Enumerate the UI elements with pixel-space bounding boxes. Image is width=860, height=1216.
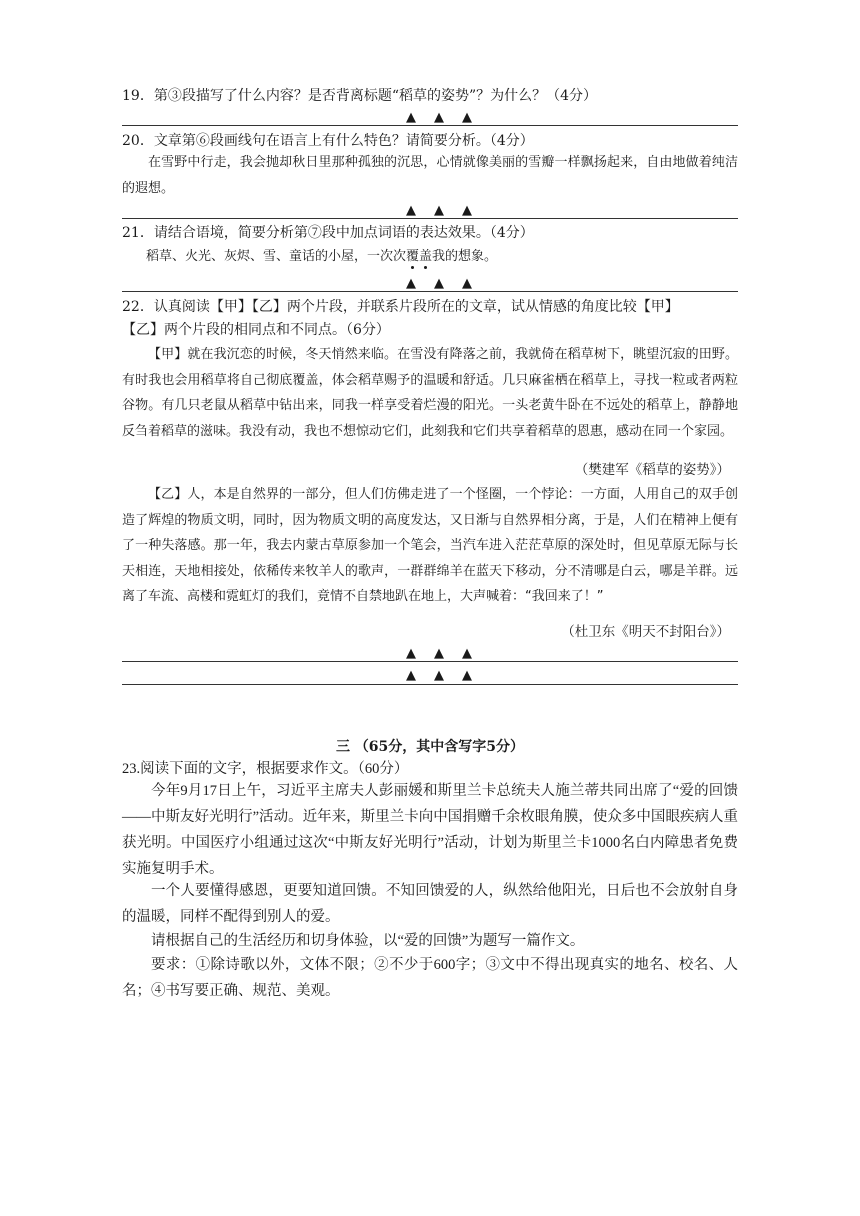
answer-line [122,661,738,662]
answer-marks: ▲▲▲ [406,668,490,683]
answer-line [122,684,738,685]
question-22-line2: 【乙】两个片段的相同点和不同点。（6分） [122,322,390,338]
question-22-line1: 22．认真阅读【甲】【乙】两个片段，并联系片段所在的文章，试从情感的角度比较【甲】 [122,299,679,315]
question-21-quote [146,247,497,267]
question-21: 21．请结合语境，简要分析第⑦段中加点词语的表达效果。（4分） [122,225,534,241]
passage-yi: 【乙】人，本是自然界的一部分，但人们仿佛走进了一个怪圈，一个悖论：一方面，人用自己的双手创造了辉煌的物质文明，同时，因为物质文明的高度发达，又日渐与自然界相分离，于是，人们在精神上便有了一种失落感。那一年，我去内蒙古草原参加一个笔会，当汽车进入茫茫草原的深处时，但见草原无际与长天相连，天地相接处，依稀传来牧羊人的歌声，一群群绵羊在蓝天下移动，分不清哪是白云，哪是羊群。远离了车流、高楼和霓虹灯的我们，竟情不自禁地趴在地上，大声喊着：“我回来了！” [122,487,738,604]
quote-text: 稻草、火光、灰烬、雪、童话的小屋，一次次 [146,249,407,264]
essay-paragraph-1: 今年9月17日上午，习近平主席夫人彭丽媛和斯里兰卡总统夫人施兰蒂共同出席了“爱的回馈——中斯友好光明行”活动。近年来，斯里兰卡向中国捐赠千余枚眼角膜，使众多中国眼疾病人重获光明。中国医疗小组通过这次“中斯友好光明行”活动，计划为斯里兰卡1000名白内障患者免费实施复明手术。 [122,783,738,877]
essay-paragraph-3: 请根据自己的生活经历和切身体验，以“爱的回馈”为题写一篇作文。 [151,933,585,949]
answer-line [122,125,738,126]
question-19: 19．第③段描写了什么内容？是否背离标题“稻草的姿势”？为什么？（4分） [122,88,598,104]
answer-marks: ▲▲▲ [406,110,490,125]
question-20: 20．文章第⑥段画线句在语言上有什么特色？请简要分析。（4分） [122,133,534,149]
answer-marks: ▲▲▲ [406,203,490,218]
dotted-word: 盖 [419,249,433,264]
essay-requirements: 要求：①除诗歌以外，文体不限；②不少于600字；③文中不得出现真实的地名、校名、人名；④书写要正确、规范、美观。 [122,957,738,999]
answer-line [122,291,738,292]
essay-paragraph-2: 一个人要懂得感恩，更要知道回馈。不知回馈爱的人，纵然给他阳光，日后也不会放射自身的温暖，同样不配得到别人的爱。 [122,883,738,925]
section-3-title: 三 （65分，其中含写字5分） [335,739,525,755]
answer-marks: ▲▲▲ [406,646,490,661]
passage-jia-source: （樊建军《稻草的姿势》） [574,462,730,478]
answer-marks: ▲▲▲ [406,276,490,291]
dotted-word: 覆 [406,249,420,264]
quote-text: 我的想象。 [432,249,498,264]
question-20-quote: 在雪野中行走，我会抛却秋日里那种孤独的沉思，心情就像美丽的雪瓣一样飘扬起来，自由地做着纯洁的遐想。 [122,155,738,196]
question-23: 23.阅读下面的文字，根据要求作文。（60分） [122,761,409,777]
passage-jia: 【甲】就在我沉恋的时候，冬天悄然来临。在雪没有降落之前，我就倚在稻草树下，眺望沉寂的田野。有时我也会用稻草将自己彻底覆盖，体会稻草赐予的温暖和舒适。几只麻雀栖在稻草上，寻找一粒或者两粒谷物。有几只老鼠从稻草中钻出来，同我一样享受着烂漫的阳光。一头老黄牛卧在不远处的稻草上，静静地反刍着稻草的滋味。我没有动，我也不想惊动它们，此刻我和它们共享着稻草的恩惠，感动在同一个家园。 [122,347,738,439]
answer-line [122,218,738,219]
passage-yi-source: （杜卫东《明天不封阳台》） [561,624,730,640]
